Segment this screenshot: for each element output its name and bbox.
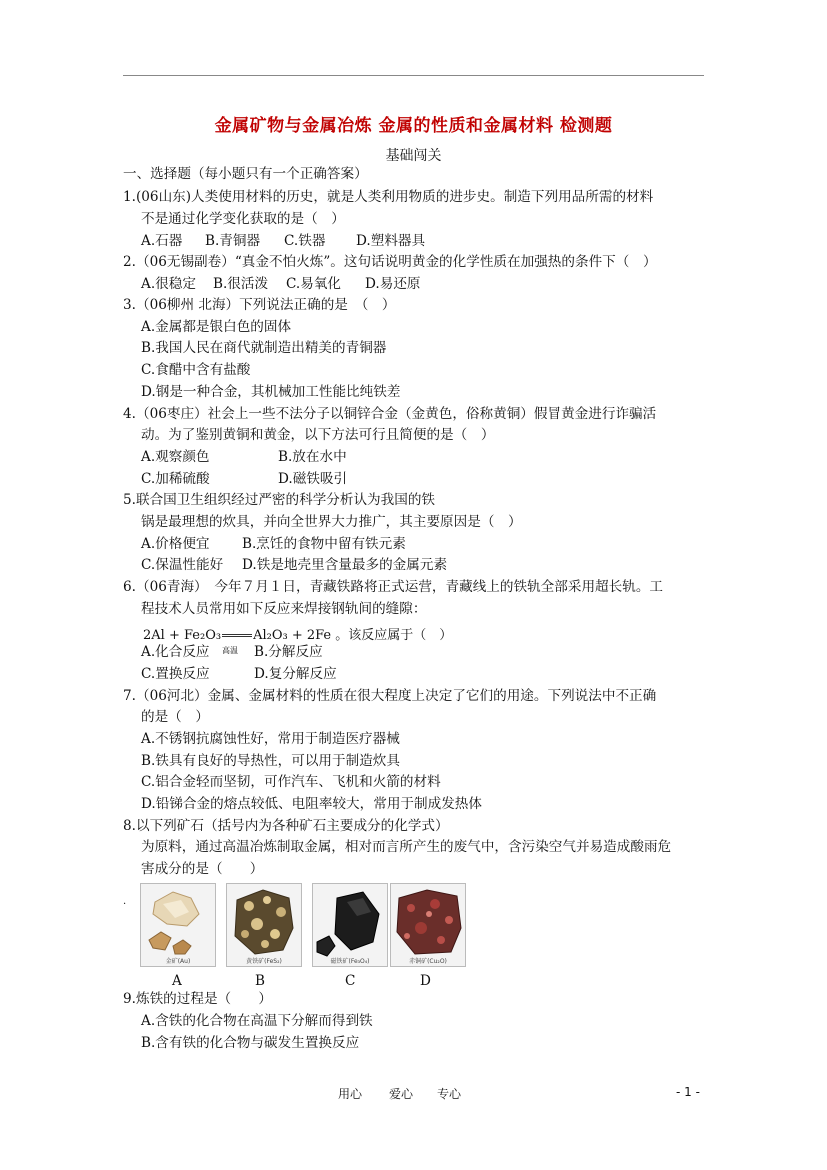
q7-option-b: B.铁具有良好的导热性，可以用于制造炊具 <box>141 753 400 769</box>
page-subtitle: 基础闯关 <box>385 148 442 164</box>
ore-label-b: B <box>255 973 265 989</box>
q2-option-a: A.很稳定 <box>141 276 196 292</box>
q2-option-b: B.很活泼 <box>213 276 269 292</box>
ore-label-a: A <box>172 973 182 989</box>
header-rule <box>123 75 704 76</box>
page-number: - 1 - <box>676 1085 700 1099</box>
q6-stem-cont: 程技术人员常用如下反应来焊接钢轨间的缝隙： <box>141 601 427 617</box>
q4-option-a: A.观察颜色 <box>141 449 210 465</box>
q2-option-c: C.易氧化 <box>286 276 342 292</box>
q2-stem: 2.（06无锡副卷）“真金不怕火炼”。这句话说明黄金的化学性质在加强热的条件下（ ） <box>123 254 657 270</box>
footer-item-3: 专心 <box>437 1087 462 1101</box>
page-title: 金属矿物与金属冶炼 金属的性质和金属材料 检测题 <box>214 116 613 136</box>
q6-reaction-equation <box>143 624 452 643</box>
ore-caption-b: 黄铁矿(FeS₂) <box>246 958 282 965</box>
q5-option-a: A.价格便宜 <box>141 536 210 552</box>
q6-stem: 6.（06青海） 今年７月１日，青藏铁路将正式运营，青藏线上的铁轨全部采用超长轨。工 <box>123 579 664 595</box>
footer-item-2: 爱心 <box>389 1087 414 1101</box>
ore-image-gold <box>140 883 216 967</box>
q1-option-d: D.塑料器具 <box>356 233 426 249</box>
q1-stem-cont: 不是通过化学变化获取的是（ ） <box>141 211 345 227</box>
q7-option-d: D.铅锑合金的熔点较低、电阻率较大，常用于制成发热体 <box>141 796 482 812</box>
q7-option-a: A.不锈钢抗腐蚀性好，常用于制造医疗器械 <box>141 731 400 747</box>
q6-option-c: C.置换反应 <box>141 666 210 682</box>
ore-caption-a: 金矿(Au) <box>165 958 191 965</box>
q5-option-c: C.保温性能好 <box>141 557 224 573</box>
ore-caption-c: 磁铁矿(Fe₃O₄) <box>330 958 370 965</box>
q6-stem-tail: 。该反应属于（ ） <box>335 628 453 643</box>
ore-image-cuprite <box>390 883 466 967</box>
q3-stem: 3.（06柳州 北海）下列说法正确的是 （ ） <box>123 297 396 313</box>
q6-reaction-condition: 高温 <box>222 646 238 655</box>
section-heading: 一、选择题（每小题只有一个正确答案） <box>123 166 368 182</box>
ore-image-magnetite <box>312 883 388 967</box>
q3-option-b: B.我国人民在商代就制造出精美的青铜器 <box>141 340 387 356</box>
ore-caption-d: 赤铜矿(Cu₂O) <box>409 958 447 965</box>
q6-products: Al₂O₃ + 2Fe <box>253 628 332 643</box>
stray-dot: . <box>123 896 127 907</box>
ore-label-d: D <box>420 973 431 989</box>
q1-option-b: B.青铜器 <box>205 233 261 249</box>
q1-option-a: A.石器 <box>141 233 183 249</box>
q7-stem-cont: 的是（ ） <box>141 709 209 725</box>
q6-option-d: D.复分解反应 <box>254 666 337 682</box>
q3-option-a: A.金属都是银白色的固体 <box>141 319 292 335</box>
q9-option-b: B.含有铁的化合物与碳发生置换反应 <box>141 1035 360 1051</box>
q5-option-d: D.铁是地壳里含量最多的金属元素 <box>242 557 448 573</box>
q4-option-d: D.磁铁吸引 <box>278 471 348 487</box>
q6-reactants: 2Al + Fe₂O₃ <box>143 628 222 643</box>
q7-stem: 7.（06河北）金属、金属材料的性质在很大程度上决定了它们的用途。下列说法中不正确 <box>123 688 657 704</box>
q2-option-d: D.易还原 <box>365 276 421 292</box>
q7-option-c: C.铝合金轻而坚韧，可作汽车、飞机和火箭的材料 <box>141 774 441 790</box>
q6-option-b: B.分解反应 <box>254 644 323 660</box>
q4-stem-cont: 动。为了鉴别黄铜和黄金，以下方法可行且简便的是（ ） <box>141 427 495 443</box>
q1-stem: 1.(06山东)人类使用材料的历史，就是人类利用物质的进步史。制造下列用品所需的材料 <box>123 189 654 205</box>
q1-option-c: C.铁器 <box>284 233 326 249</box>
q5-stem: 5.联合国卫生组织经过严密的科学分析认为我国的铁 <box>123 492 436 508</box>
q4-stem: 4.（06枣庄）社会上一些不法分子以铜锌合金（金黄色，俗称黄铜）假冒黄金进行诈骗活 <box>123 406 657 422</box>
q5-stem-cont: 锅是最理想的炊具，并向全世界大力推广，其主要原因是（ ） <box>141 514 522 530</box>
q6-option-a: A.化合反应 <box>141 644 210 660</box>
ore-label-c: C <box>345 973 356 989</box>
q8-stem-cont: 为原料，通过高温冶炼制取金属，相对而言所产生的废气中，含污染空气并易造成酸雨危 <box>141 839 672 855</box>
q4-option-c: C.加稀硫酸 <box>141 471 210 487</box>
q8-stem-cont2: 害成分的是（ ） <box>141 861 264 877</box>
q4-option-b: B.放在水中 <box>278 449 347 465</box>
q3-option-c: C.食醋中含有盐酸 <box>141 362 251 378</box>
q9-stem: 9.炼铁的过程是（ ） <box>123 991 272 1007</box>
q3-option-d: D.钢是一种合金，其机械加工性能比纯铁差 <box>141 384 401 400</box>
ore-image-pyrite <box>226 883 302 967</box>
q5-option-b: B.烹饪的食物中留有铁元素 <box>242 536 406 552</box>
q8-stem: 8.以下列矿石（括号内为各种矿石主要成分的化学式） <box>123 818 449 834</box>
reaction-arrow-icon <box>222 634 252 637</box>
q9-option-a: A.含铁的化合物在高温下分解而得到铁 <box>141 1013 373 1029</box>
footer-item-1: 用心 <box>338 1087 363 1101</box>
